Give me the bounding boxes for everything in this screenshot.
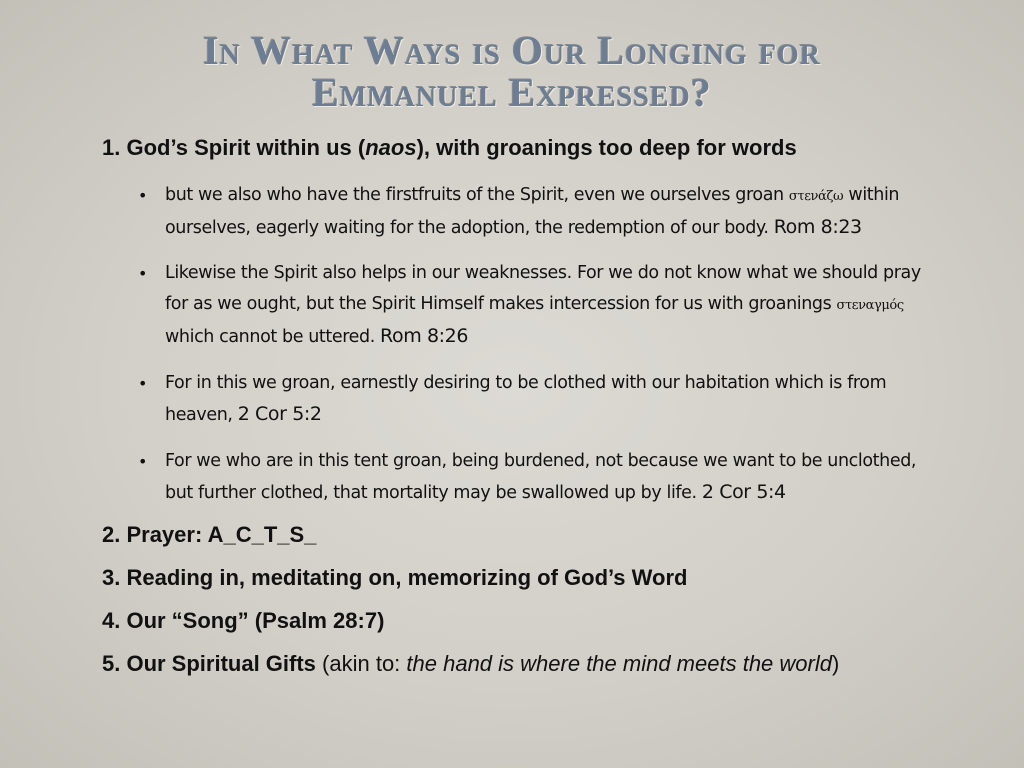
bullet-text: For in this we groan, earnestly desiring to be clothed with our habitation which is from heaven, bbox=[165, 373, 887, 425]
point-5 bbox=[102, 651, 839, 677]
bullet-scripture-ref: Rom 8:26 bbox=[380, 325, 469, 347]
point-4-text: 4. Our “Song” (Psalm 28:7) bbox=[102, 608, 385, 633]
point-5-paren-open: (akin to: bbox=[315, 651, 407, 676]
bullet-text: but we also who have the firstfruits of the Spirit, even we ourselves groan bbox=[165, 185, 789, 205]
bullet-text-continued: which cannot be uttered. bbox=[165, 327, 381, 347]
bullet-text: Likewise the Spirit also helps in our weaknesses. For we do not know what we should pray for as we ought, but the Spirit Himself makes intercession for us with groanings bbox=[165, 263, 921, 314]
bullet-2-cor-5-4 bbox=[138, 446, 945, 509]
bullet-dot: • bbox=[138, 186, 148, 205]
bullet-rom-8-26 bbox=[138, 258, 945, 353]
slide-title-line-2: Emmanuel Expressed? bbox=[312, 70, 712, 115]
bullet-scripture-ref: 2 Cor 5:4 bbox=[701, 481, 786, 503]
bullet-dot: • bbox=[138, 264, 148, 283]
point-1 bbox=[102, 135, 797, 161]
point-1-italic: naos bbox=[365, 135, 417, 160]
bullet-text: For we who are in this tent groan, being burdened, not because we want to be unclothed, but further clothed, that mortality may be swallowed up by life. bbox=[165, 451, 917, 503]
point-1-text-before: God’s Spirit within us ( bbox=[126, 135, 366, 160]
bullet-greek-word: στενάζω bbox=[788, 189, 844, 204]
point-1-number: 1. bbox=[102, 135, 121, 160]
point-2 bbox=[102, 522, 316, 548]
bullet-scripture-ref: 2 Cor 5:2 bbox=[237, 403, 322, 425]
bullet-greek-word: στεναγμός bbox=[836, 298, 904, 313]
point-1-text-after: ), with groanings too deep for words bbox=[416, 135, 797, 160]
point-5-bold: 5. Our Spiritual Gifts bbox=[102, 651, 316, 676]
point-3-text: 3. Reading in, meditating on, memorizing of God’s Word bbox=[102, 565, 688, 590]
point-4 bbox=[102, 608, 384, 634]
point-5-italic: the hand is where the mind meets the world bbox=[406, 651, 832, 676]
bullet-dot: • bbox=[138, 452, 148, 471]
point-3 bbox=[102, 565, 687, 591]
point-2-text: 2. Prayer: A_C_T_S_ bbox=[102, 522, 317, 547]
bullet-scripture-ref: Rom 8:23 bbox=[773, 216, 862, 238]
bullet-dot: • bbox=[138, 374, 148, 393]
slide-title-line-1: In What Ways is Our Longing for bbox=[203, 28, 821, 73]
point-5-paren-close: ) bbox=[831, 651, 840, 676]
bullet-text-continued: within ourselves, eagerly waiting for the adoption, the redemption of our body. bbox=[165, 185, 900, 238]
bullet-rom-8-23 bbox=[138, 180, 945, 244]
bullet-2-cor-5-2 bbox=[138, 368, 945, 431]
